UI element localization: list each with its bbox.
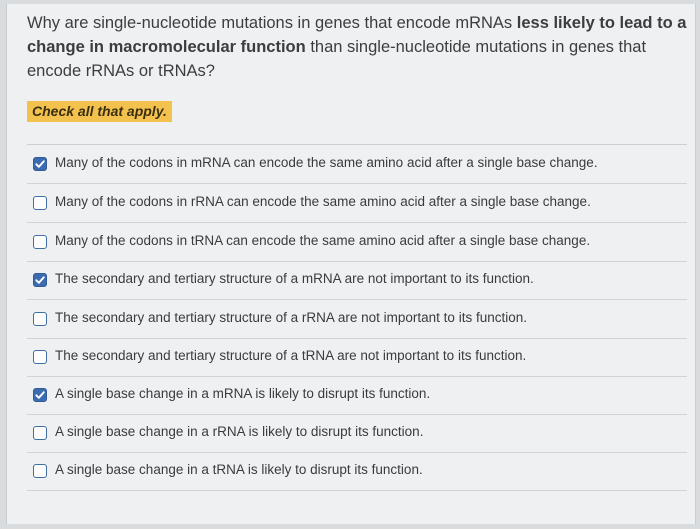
option-label: A single base change in a tRNA is likely to disrupt its function. — [55, 462, 423, 477]
question-part2: than single-nucleotide mutations in genes that encode rRNAs or tRNAs? — [27, 38, 647, 80]
question-panel — [6, 4, 696, 524]
option-label: Many of the codons in mRNA can encode the same amino acid after a single base change. — [55, 155, 598, 170]
option-row[interactable] — [27, 414, 687, 453]
checkbox-checked[interactable] — [33, 273, 47, 287]
checkbox-unchecked[interactable] — [33, 235, 47, 249]
checkbox-unchecked[interactable] — [33, 312, 47, 326]
question-emphasis: less likely to lead to a change in macromolecular function — [27, 14, 687, 56]
option-row[interactable] — [27, 145, 687, 184]
checkbox-unchecked[interactable] — [33, 464, 47, 478]
option-row[interactable] — [27, 184, 687, 223]
checkmark-icon — [34, 389, 46, 401]
option-row[interactable] — [27, 376, 687, 415]
option-row[interactable] — [27, 338, 687, 377]
checkmark-icon — [34, 158, 46, 170]
option-label: The secondary and tertiary structure of a mRNA are not important to its function. — [55, 271, 534, 286]
option-label: Many of the codons in tRNA can encode the same amino acid after a single base change. — [55, 233, 591, 248]
option-row[interactable] — [27, 261, 687, 300]
option-row[interactable] — [27, 452, 687, 491]
question-part1: Why are single-nucleotide mutations in genes that encode mRNAs — [27, 14, 517, 32]
option-label: A single base change in a rRNA is likely to disrupt its function. — [55, 424, 424, 439]
option-row[interactable] — [27, 300, 687, 339]
checkbox-unchecked[interactable] — [33, 350, 47, 364]
option-row[interactable] — [27, 223, 687, 262]
checkbox-unchecked[interactable] — [33, 426, 47, 440]
option-label: The secondary and tertiary structure of a tRNA are not important to its function. — [55, 348, 527, 363]
question-text — [27, 11, 687, 83]
option-label: A single base change in a mRNA is likely to disrupt its function. — [55, 386, 431, 401]
checkbox-checked[interactable] — [33, 388, 47, 402]
checkmark-icon — [34, 274, 46, 286]
option-label: Many of the codons in rRNA can encode the same amino acid after a single base change. — [55, 194, 591, 209]
instruction-label: Check all that apply. — [27, 101, 172, 122]
option-label: The secondary and tertiary structure of a rRNA are not important to its function. — [55, 310, 527, 325]
checkbox-unchecked[interactable] — [33, 196, 47, 210]
checkbox-checked[interactable] — [33, 157, 47, 171]
